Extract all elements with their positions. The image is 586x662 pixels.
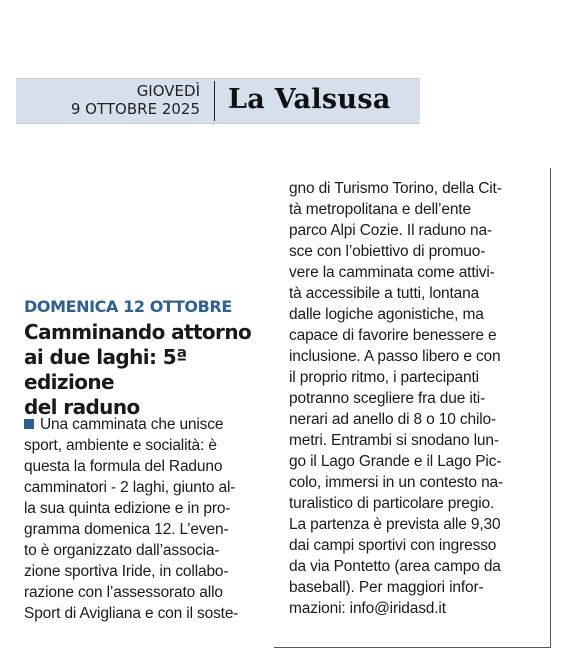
text-line: razione con l’assessorato allo [24, 584, 223, 601]
headline-line: del raduno [24, 395, 140, 419]
text-line: go il Lago Grande e il Lago Pic- [289, 453, 502, 470]
text-line: il proprio ritmo, i partecipanti [289, 369, 479, 386]
text-line: la sua quinta edizione e in pro- [24, 500, 231, 517]
issue-date [16, 82, 200, 118]
article-column-1 [24, 414, 274, 624]
text-line: capace di favorire benessere e [289, 327, 497, 344]
text-line: mazioni: info@iridasd.it [289, 600, 446, 617]
text-line: questa la formula del Raduno [24, 458, 223, 475]
text-line: gno di Turismo Torino, della Cit- [289, 180, 502, 197]
text-line: inclusione. A passo libero e con [289, 348, 501, 365]
article-headline [24, 320, 274, 420]
article-column-2 [289, 178, 537, 619]
text-line: La partenza è prevista alle 9,30 [289, 516, 501, 533]
text-line: tà metropolitana e dell’ente [289, 201, 471, 218]
headline-line: ai due laghi: 5ª edizione [24, 345, 187, 394]
text-line [24, 414, 274, 435]
text-line: zione sportiva Iride, in collabo- [24, 563, 229, 580]
text-line: vere la camminata come attivi- [289, 264, 495, 281]
text-line: dalle logiche agonistiche, ma [289, 306, 484, 323]
text-line: Sport di Avigliana e con il soste- [24, 605, 239, 622]
text-line: sport, ambiente e socialità: è [24, 437, 217, 454]
issue-day: GIOVEDÌ [136, 82, 200, 100]
text-line: tà accessibile a tutti, lontana [289, 285, 480, 302]
text-line: da via Pontetto (area campo da [289, 558, 501, 575]
text-line: sce con l’obiettivo di promuo- [289, 243, 486, 260]
text-line: metri. Entrambi si snodano lun- [289, 432, 499, 449]
text-line-content: Una camminata che unisce [40, 416, 224, 433]
text-line: dai campi sportivi con ingresso [289, 537, 497, 554]
text-line: to è organizzato dall’associa- [24, 542, 220, 559]
masthead [16, 78, 420, 124]
text-line: potranno scegliere fra due iti- [289, 390, 486, 407]
headline-line: Camminando attorno [24, 320, 252, 344]
lead-square-icon [24, 419, 34, 429]
text-line: baseball). Per maggiori infor- [289, 579, 484, 596]
text-line: gramma domenica 12. L’even- [24, 521, 229, 538]
article-frame-bottom [274, 647, 551, 648]
text-line: parco Alpi Cozie. Il raduno na- [289, 222, 492, 239]
issue-full-date: 9 OTTOBRE 2025 [70, 100, 200, 118]
newspaper-logo: La Valsusa [228, 84, 391, 115]
text-line: camminatori - 2 laghi, giunto al- [24, 479, 236, 496]
article-frame-right [550, 168, 551, 648]
text-line: colo, immersi in un contesto na- [289, 474, 504, 491]
article-kicker: DOMENICA 12 OTTOBRE [24, 297, 232, 316]
text-line: turalistico di particolare pregio. [289, 495, 495, 512]
masthead-divider [214, 81, 215, 121]
text-line: nerari ad anello di 8 o 10 chilo- [289, 411, 497, 428]
